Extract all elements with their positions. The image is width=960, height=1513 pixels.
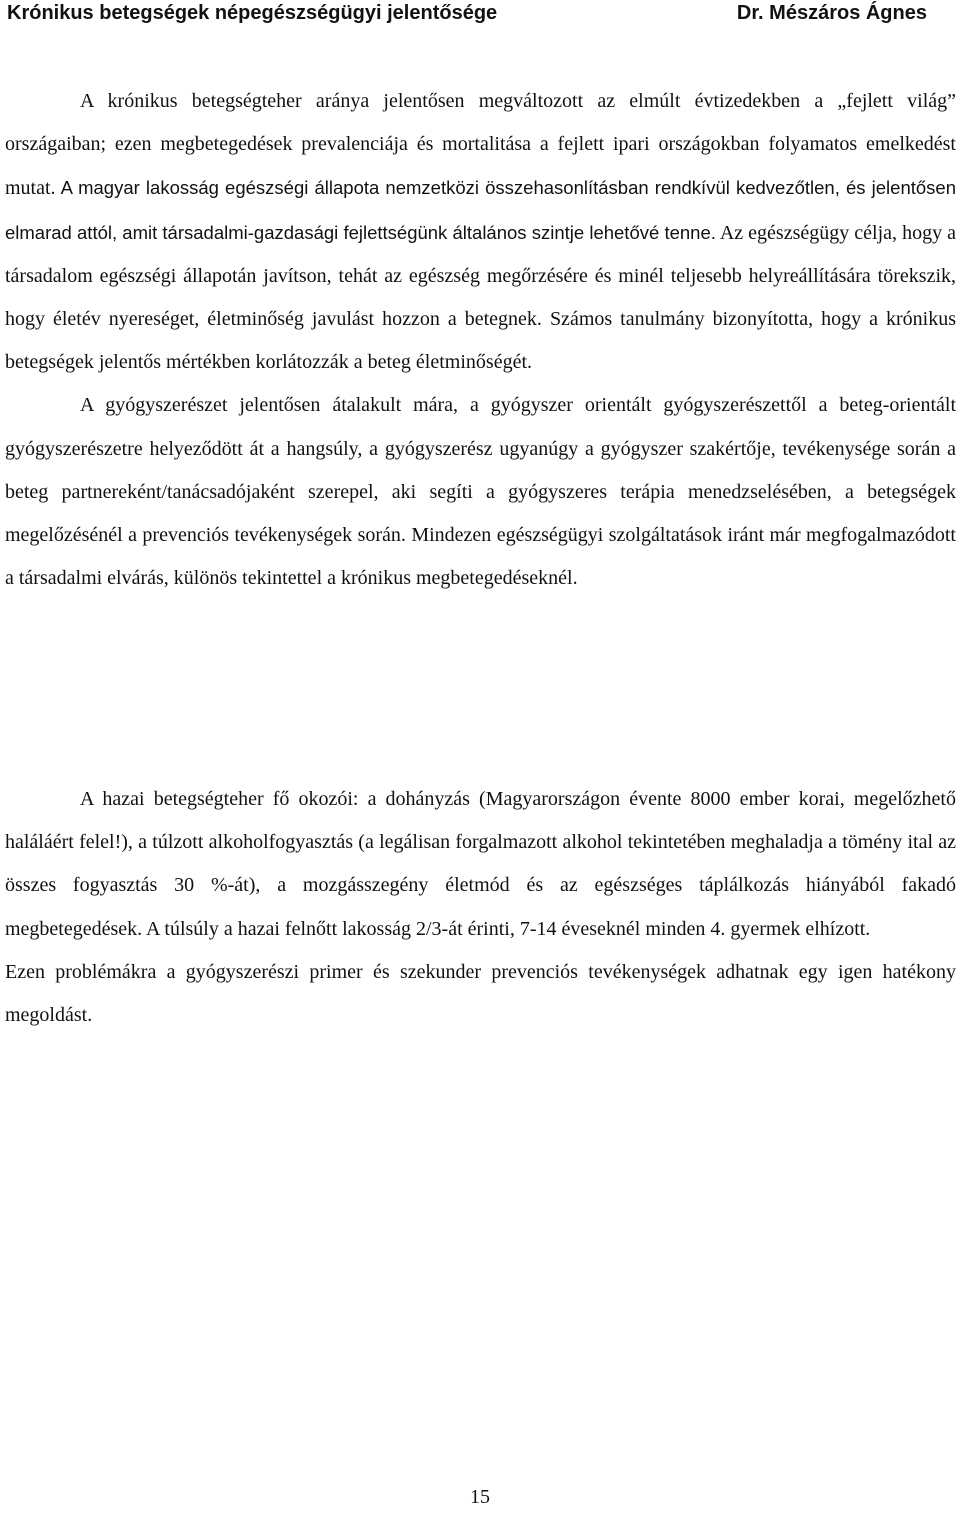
- paragraph-sentence: A krónikus betegségteher aránya jelentősen megváltozott az elmúlt évtizedekben a „fejlett világ” országaiban; ezen megbetegedések prevalenciája és mortalitása a fejlett ipari országokban folyamatos emelkedést mutat.: [5, 90, 956, 200]
- paragraph-sentence: Számos tanulmány bizonyította, hogy a krónikus betegségek jelentős mértékben korlátozzák a beteg életminőségét.: [5, 308, 956, 374]
- paragraph-sentence: A hazai betegségteher fő okozói: a dohányzás (Magyarországon évente 8000 ember korai, megelőzhető haláláért felel!), a túlzott alkoholfogyasztás (a legálisan forgalmazott alkohol tekintetében meghaladja a tömény ital az összes fogyasztás 30 %-át), a mozgásszegény életmód és az egészséges táplálkozás hiányából fakadó megbetegedések. A túlsúly a hazai felnőtt lakosság 2/3-át érinti, 7-14 éveseknél minden 4. gyermek elhízott.: [5, 788, 956, 940]
- paragraph-disease-causes: [5, 778, 956, 951]
- paragraph-chronic-disease-burden: [5, 80, 956, 384]
- page-header: [7, 2, 927, 32]
- document-title: Krónikus betegségek népegészségügyi jelentősége: [7, 2, 498, 24]
- paragraph-pharmacy-transformation: [5, 384, 956, 600]
- page-number: 15: [470, 1486, 490, 1508]
- paragraph-sentence: A magyar lakosság egészségi állapota nemzetközi összehasonlításban rendkívül kedvezőtlen, és jelentősen elmarad attól, amit társadalmi-gazdasági fejlettségünk általános szintje lehetővé tenne.: [5, 177, 956, 243]
- body-text-bottom: [5, 778, 956, 1037]
- paragraph-sentence: Az egészségügy célja, hogy a társadalom egészségi állapotán javítson, tehát az egészség megőrzésére és minél teljesebb helyreállítására törekszik, hogy életév nyereséget, életminőség javulást hozzon a betegnek.: [5, 221, 956, 331]
- paragraph-sentence: Ezen problémákra a gyógyszerészi primer és szekunder prevenciós tevékenységek adhatnak egy igen hatékony megoldást.: [5, 960, 956, 1027]
- paragraph-sentence: A gyógyszerészet jelentősen átalakult mára, a gyógyszer orientált gyógyszerészettől a beteg-orientált gyógyszerészetre helyeződött át a hangsúly, a gyógyszerész ugyanúgy a gyógyszer szakértője, tevékenysége során a beteg partnereként/tanácsadójaként szerepel, aki segíti a gyógyszeres terápia menedzselésében, a betegségek megelőzésénél a prevenciós tevékenységek során. Mindezen egészségügyi szolgáltatások iránt már megfogalmazódott a társadalmi elvárás, különös tekintettel a krónikus megbetegedéseknél.: [5, 394, 956, 590]
- body-text-top: [5, 80, 956, 600]
- paragraph-prevention-solution: [5, 951, 956, 1037]
- document-author: Dr. Mészáros Ágnes: [736, 2, 927, 24]
